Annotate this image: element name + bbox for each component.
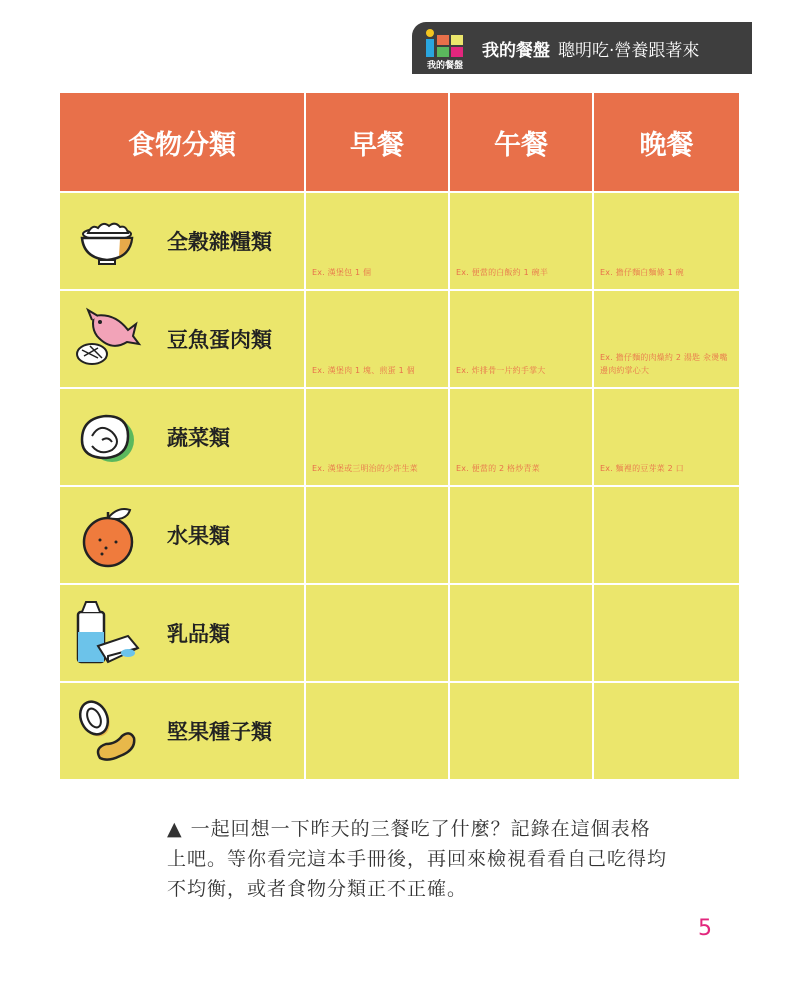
example-text: Ex. 麵裡的豆芽菜 2 口 — [600, 464, 684, 473]
header-title — [482, 36, 699, 61]
breakfast-cell[interactable] — [305, 486, 449, 584]
lunch-cell[interactable] — [449, 290, 593, 388]
column-header-lunch: 午餐 — [449, 93, 593, 192]
example-text: Ex. 漢堡包 1 個 — [312, 268, 372, 277]
category-cell — [60, 682, 305, 779]
caption-text: 一起回想一下昨天的三餐吃了什麼？記錄在這個表格上吧。等你看完這本手冊後，再回來檢視看看自己吃得均不均衡，或者食物分類正不正確。 — [167, 818, 668, 900]
lunch-cell[interactable] — [449, 388, 593, 486]
column-header-dinner: 晚餐 — [593, 93, 739, 192]
example-text: Ex. 漢堡肉 1 塊、煎蛋 1 個 — [312, 366, 415, 375]
category-cell — [60, 584, 305, 682]
rice-bowl-icon — [72, 206, 142, 276]
lunch-cell[interactable] — [449, 584, 593, 682]
breakfast-cell[interactable] — [305, 388, 449, 486]
table-row — [60, 388, 739, 486]
header-slogan: 聰明吃·營養跟著來 — [558, 41, 700, 61]
table-row — [60, 290, 739, 388]
nuts-icon — [72, 696, 142, 766]
example-text — [594, 769, 739, 779]
caption — [167, 814, 667, 904]
page-number: 5 — [698, 916, 712, 941]
header-tab — [412, 22, 752, 74]
category-cell — [60, 486, 305, 584]
lunch-cell[interactable] — [449, 486, 593, 584]
category-label: 全穀雜糧類 — [167, 230, 272, 254]
category-label: 堅果種子類 — [167, 720, 272, 744]
cabbage-icon — [72, 402, 142, 472]
table-header-row — [60, 93, 739, 192]
table-row — [60, 192, 739, 290]
orange-icon — [72, 500, 142, 570]
column-header-breakfast: 早餐 — [305, 93, 449, 192]
example-text: Ex. 便當的 2 格炒青菜 — [456, 464, 540, 473]
category-label: 豆魚蛋肉類 — [167, 328, 272, 352]
example-text — [306, 573, 448, 583]
example-text — [594, 573, 739, 583]
column-header-category: 食物分類 — [60, 93, 305, 192]
example-text: Ex. 擔仔麵白麵條 1 碗 — [600, 268, 684, 277]
example-text — [306, 671, 448, 681]
milk-cheese-icon — [72, 598, 142, 668]
category-cell — [60, 388, 305, 486]
category-cell — [60, 192, 305, 290]
meal-record-table — [60, 93, 739, 779]
example-text — [306, 769, 448, 779]
category-label: 蔬菜類 — [167, 426, 230, 450]
dinner-cell[interactable] — [593, 192, 739, 290]
category-label: 乳品類 — [167, 622, 230, 646]
example-text — [450, 769, 592, 779]
dinner-cell[interactable] — [593, 682, 739, 779]
table-row — [60, 584, 739, 682]
example-text: Ex. 便當的白飯約 1 碗半 — [456, 268, 549, 277]
category-label: 水果類 — [167, 524, 230, 548]
example-text: Ex. 炸排骨一片約手掌大 — [456, 366, 546, 375]
triangle-marker-icon: ▲ — [167, 818, 183, 840]
example-text — [594, 671, 739, 681]
example-text — [450, 573, 592, 583]
breakfast-cell[interactable] — [305, 290, 449, 388]
header-title-main: 我的餐盤 — [482, 41, 550, 61]
breakfast-cell[interactable] — [305, 682, 449, 779]
lunch-cell[interactable] — [449, 192, 593, 290]
table-row — [60, 682, 739, 779]
logo-text: 我的餐盤 — [426, 61, 463, 71]
breakfast-cell[interactable] — [305, 584, 449, 682]
lunch-cell[interactable] — [449, 682, 593, 779]
breakfast-cell[interactable] — [305, 192, 449, 290]
example-text — [450, 671, 592, 681]
dinner-cell[interactable] — [593, 584, 739, 682]
table-row — [60, 486, 739, 584]
example-text: Ex. 漢堡或三明治的少許生菜 — [312, 464, 418, 473]
category-cell — [60, 290, 305, 388]
fish-meat-icon — [72, 304, 142, 374]
example-text: Ex. 擔仔麵的肉燥約 2 湯匙 汆燙嘴邊肉約掌心大 — [600, 353, 728, 375]
dinner-cell[interactable] — [593, 290, 739, 388]
dinner-cell[interactable] — [593, 388, 739, 486]
dinner-cell[interactable] — [593, 486, 739, 584]
